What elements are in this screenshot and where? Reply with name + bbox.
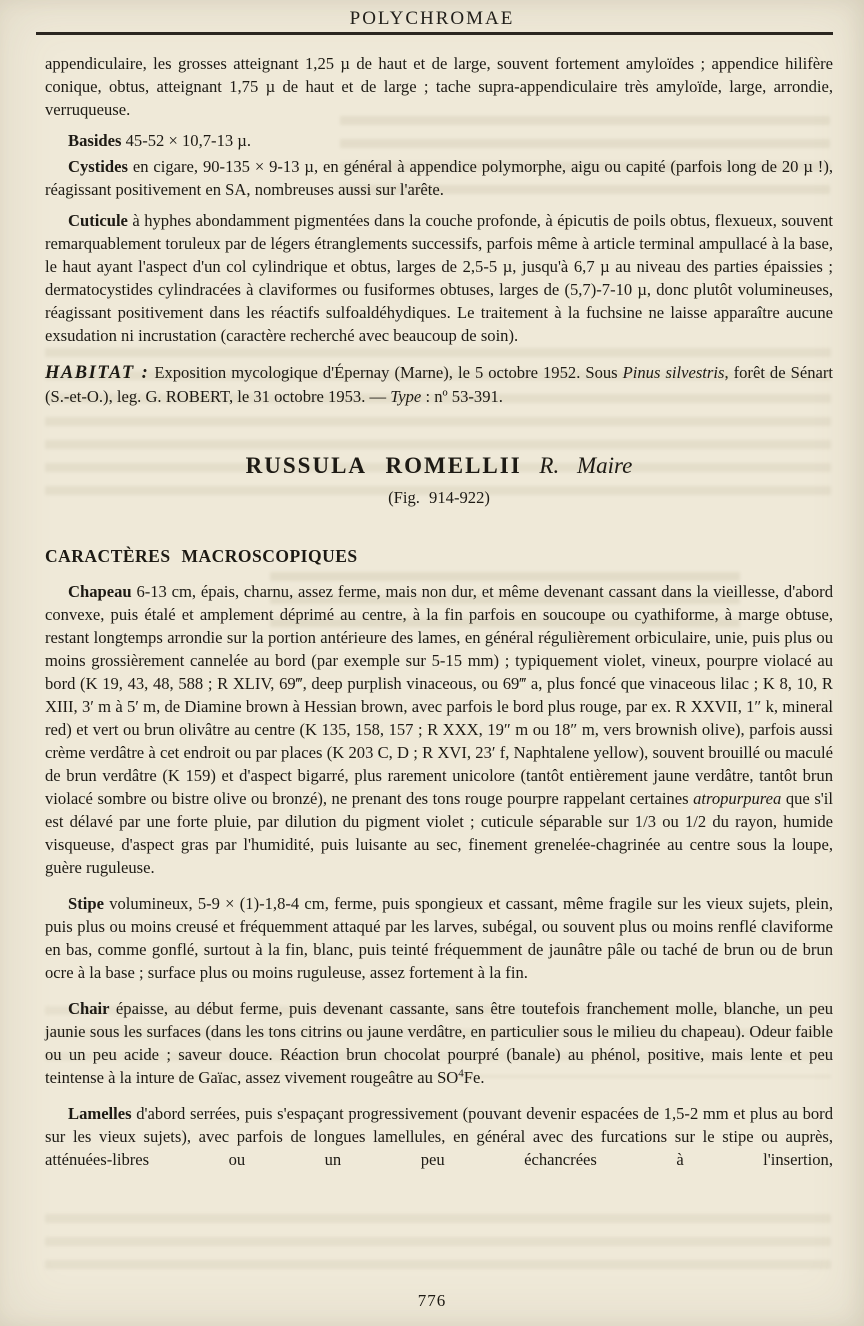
section-heading-macroscopiques: CARACTÈRES MACROSCOPIQUES (45, 546, 358, 566)
paragraph-cuticule: Cuticule à hyphes abondamment pigmentées dans la couche profonde, à épicutis de poils obtus, flexueux, souvent remarquablement toruleux par de légers étranglements successifs, parfois même à article terminal ampullacé à la base, le haut ayant l'aspect d'un col cylindrique et obtus, larges de 2,5-5 µ, jusqu'à 6,7 µ au niveau des parties épaissies ; dermatocystides cylindracées à claviformes ou fusiformes obtuses, larges de (5,7)-7-10 µ, donc plutôt volumineuses, réagissant positivement dans les réactifs sulfoaldéhydiques. Le traitement à la fuchsine ne laisse apparaître aucune exsudation ni incrustation (caractère recherché avec beaucoup de soin). (45, 211, 833, 345)
figure-reference: (Fig. 914-922) (388, 488, 490, 507)
text-column (45, 52, 833, 1171)
species-heading (45, 454, 833, 477)
paragraph-habitat: HABITAT : Exposition mycologique d'Épernay (Marne), le 5 octobre 1952. Sous Pinus silvestris, forêt de Sénart (S.-et-O.), leg. G. ROBERT, le 31 octobre 1953. — Type : nº 53-391. (45, 363, 833, 406)
species-author: R. Maire (539, 453, 633, 478)
paragraph-cystides: Cystides en cigare, 90-135 × 9-13 µ, en général à appendice polymorphe, aigu ou capité (parfois long de 20 µ !), réagissant positivement en SA, nombreuses aussi sur l'arête. (45, 157, 833, 199)
paragraph-spores-continuation: appendiculaire, les grosses atteignant 1,25 µ de haut et de large, souvent fortement amyloïdes ; appendice hilifère conique, obtus, atteignant 1,75 µ de haut et de large ; tache supra-appendiculaire très amyloïde, large, arrondie, verruqueuse. (45, 54, 833, 119)
page-number: 776 (417, 1291, 447, 1310)
paragraph-stipe: Stipe volumineux, 5-9 × (1)-1,8-4 cm, ferme, puis spongieux et cassant, même fragile sur les vieux sujets, plein, puis plus ou moins creusé et fréquemment attaqué par les larves, subégal, ou souvent plus ou moins renflé claviforme en bas, comme gonflé, surtout à la fin, blanc, puis teinté fréquemment de jaunâtre pâle ou taché de brun ou de brun ocre à la base ; surface plus ou moins ruguleuse, assez fortement à la fin. (45, 894, 833, 982)
paragraph-chapeau: Chapeau 6-13 cm, épais, charnu, assez ferme, mais non dur, et même devenant cassant dans la vieillesse, d'abord convexe, puis étalé et amplement déprimé au centre, à la fin parfois en soucoupe ou cyathiforme, à marge obtuse, restant longtemps arrondie sur la portion antérieure des lames, en général régulièrement orbiculaire, unie, puis plus ou moins grossièrement cannelée au bord (par exemple sur 5-15 mm) ; typiquement violet, vineux, pourpre violacé au bord (K 19, 43, 48, 588 ; R XLIV, 69‴, deep purplish vinaceous, ou 69‴ a, plus foncé que vinaceous lilac ; K 8, 10, R XIII, 3′ m à 5′ m, de Diamine brown à Hessian brown, avec parfois le bord plus rouge, par ex. R XXVII, 1″ k, mineral red) et vert ou brun olivâtre au centre (K 135, 158, 157 ; R XXX, 19″ m ou 18″ m, vers brownish olive), parfois aussi crème verdâtre à cet endroit ou par places (K 203 C, D ; R XVI, 23′ f, Naphtalene yellow), souvent brouillé ou maculé de brun verdâtre (K 159) et d'aspect bigarré, plus rarement unicolore (tantôt entièrement jaune verdâtre, tantôt brun violacé sombre ou bistre olive ou bronzé), ne prenant des tons rouge pourpre rappelant certaines atropurpurea que s'il est délavé par une forte pluie, par dilution du pigment violet ; cuticule séparable sur 1/3 ou 1/2 du rayon, humide visqueuse, d'aspect gras par l'humidité, puis luisante au sec, finement grenelée-chagrinée au centre sous la loupe, guère ruguleuse. (45, 582, 833, 877)
paragraph-chair: Chair épaisse, au début ferme, puis devenant cassante, sans être toutefois franchement molle, blanche, un peu jaunie sous les surfaces (dans les tons citrins ou jaune verdâtre, en particulier sous le milieu du chapeau). Odeur faible ou un peu acide ; saveur douce. Réaction brun chocolat pourpré (banale) au phénol, positive, mais lente et peu teintense à la inture de Gaïac, assez vivement rougeâtre au $SO^4Fe$. (45, 999, 833, 1087)
species-name: RUSSULA ROMELLII (245, 453, 522, 478)
running-head: POLYCHROMAE (349, 8, 515, 29)
bleed-through-text (45, 1214, 831, 1276)
header-rule (36, 32, 833, 35)
paragraph-basides: Basides 45-52 × 10,7-13 µ. (68, 131, 252, 150)
paragraph-lamelles: Lamelles d'abord serrées, puis s'espaçant progressivement (pouvant devenir espacées de 1,5-2 mm et plus au bord sur les vieux sujets), avec parfois de longues lamellules, en général avec des furcations sur le stipe ou auprès, atténuées-libres ou un peu échancrées à l'insertion, (45, 1104, 833, 1169)
